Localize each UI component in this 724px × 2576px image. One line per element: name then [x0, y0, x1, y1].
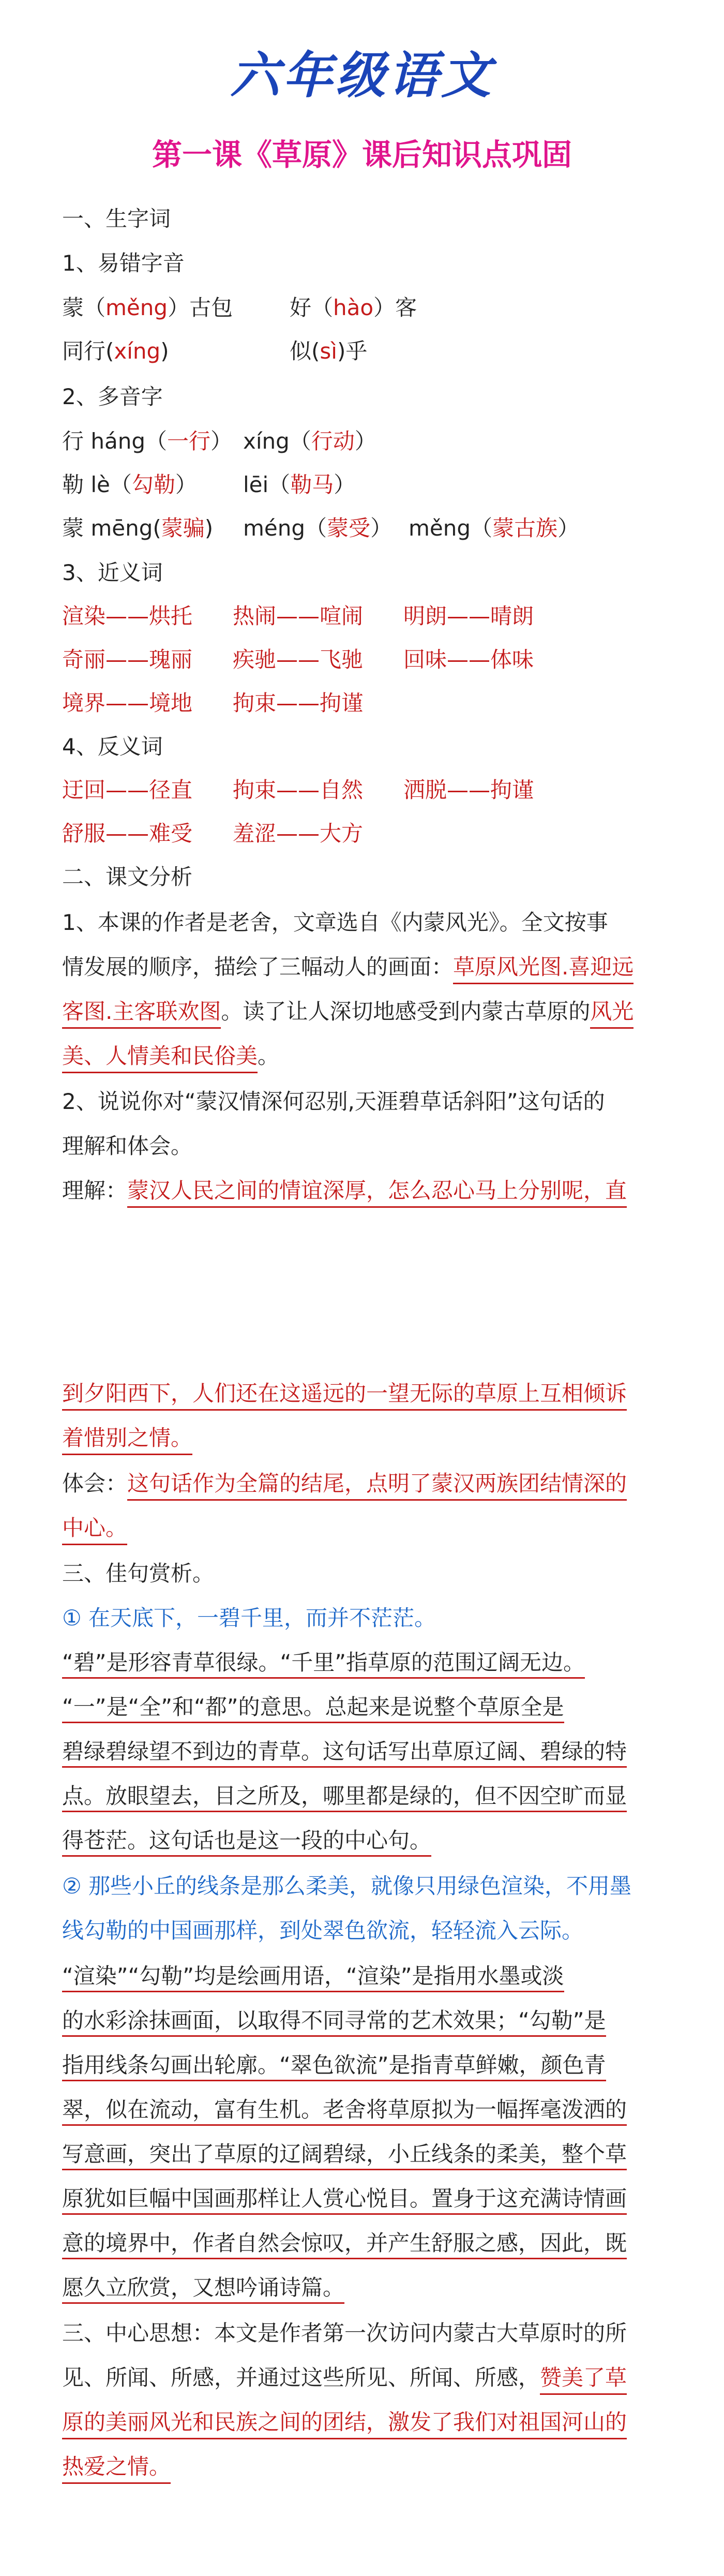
synonym-pair: 热闹——喧闹: [233, 603, 364, 629]
q2-understanding: 理解：蒙汉人民之间的情谊深厚，怎么忍心马上分别呢，直: [62, 1177, 627, 1205]
central-idea-line: 三、中心思想：本文是作者第一次访问内蒙古大草原时的所: [62, 2320, 627, 2346]
q1-line: 情发展的顺序，描绘了三幅动人的画面：草原风光图.喜迎远: [62, 953, 634, 981]
subheading-polyphone: 2、多音字: [62, 384, 163, 409]
analysis-2-line: 意的境界中，作者自然会惊叹，并产生舒服之感，因此，既: [62, 2229, 627, 2257]
analysis-2-line: 指用线条勾画出轮廓。“翠色欲流”是指青草鲜嫩，颜色青: [62, 2051, 606, 2079]
antonym-pair: 羞涩——大方: [233, 821, 364, 846]
poly-item: xíng（行动）: [243, 428, 376, 454]
analysis-1-line: 碧绿碧绿望不到边的青草。这句话写出草原辽阔、碧绿的特: [62, 1738, 627, 1766]
analysis-1-line: “碧”是形容青草很绿。“千里”指草原的范围辽阔无边。: [62, 1649, 585, 1677]
analysis-2-line: 的水彩涂抹画面，以取得不同寻常的艺术效果；“勾勒”是: [62, 2007, 606, 2035]
antonym-pair: 舒服——难受: [62, 821, 193, 846]
pron-item: 似(sì)乎: [290, 338, 368, 364]
q2-line: 2、说说你对“蒙汉情深何忍别,天涯碧草话斜阳”这句话的: [62, 1089, 605, 1114]
central-idea-line: 原的美丽风光和民族之间的团结，激发了我们对祖国河山的: [62, 2408, 627, 2436]
analysis-2-line: 原犹如巨幅中国画那样让人赏心悦目。置身于这充满诗情画: [62, 2185, 627, 2213]
section-heading-vocab: 一、生字词: [62, 206, 171, 231]
subheading-antonyms: 4、反义词: [62, 734, 163, 759]
q2-line: 到夕阳西下，人们还在这遥远的一望无际的草原上互相倾诉: [62, 1380, 627, 1408]
poly-item: 行 háng（一行）: [62, 428, 233, 454]
analysis-1-line: 得苍茫。这句话也是这一段的中心句。: [62, 1827, 431, 1855]
analysis-2-line: 翠，似在流动，富有生机。老舍将草原拟为一幅挥毫泼洒的: [62, 2096, 627, 2124]
analysis-2-line: 写意画，突出了草原的辽阔碧绿，小丘线条的柔美，整个草: [62, 2140, 627, 2168]
q1-line: 美、人情美和民俗美。: [62, 1042, 279, 1070]
quoted-sentence-2: 线勾勒的中国画那样，到处翠色欲流，轻轻流入云际。: [62, 1918, 584, 1943]
analysis-2-line: 愿久立欣赏，又想吟诵诗篇。: [62, 2274, 344, 2302]
synonym-pair: 境界——境地: [62, 690, 193, 716]
synonym-pair: 回味——体味: [403, 647, 534, 672]
quoted-sentence-1: ① 在天底下，一碧千里，而并不茫茫。: [62, 1605, 436, 1631]
q2-experience: 体会：这句话作为全篇的结尾，点明了蒙汉两族团结情深的: [62, 1470, 627, 1498]
poly-item: 勒 lè（勾勒）: [62, 472, 197, 497]
pron-item: 同行(xíng): [62, 338, 169, 364]
logo: 六年级语文: [230, 47, 494, 105]
section-heading-sentences: 三、佳句赏析。: [62, 1561, 215, 1586]
subheading-pronunciation: 1、易错字音: [62, 250, 185, 276]
synonym-pair: 明朗——晴朗: [403, 603, 534, 629]
section-heading-analysis: 二、课文分析: [62, 864, 193, 890]
pron-item: 好（hào）客: [290, 295, 417, 320]
synonym-pair: 拘束——拘谨: [233, 690, 364, 716]
q2-line: 中心。: [62, 1514, 127, 1542]
analysis-1-line: 点。放眼望去，目之所及，哪里都是绿的，但不因空旷而显: [62, 1782, 627, 1810]
poly-item: 蒙 mēng(蒙骗): [62, 515, 214, 541]
pron-item: 蒙（měng）古包: [62, 295, 233, 320]
q2-line: 理解和体会。: [62, 1133, 193, 1159]
analysis-2-line: “渲染”“勾勒”均是绘画用语，“渲染”是指用水墨或淡: [62, 1962, 564, 1990]
synonym-pair: 渲染——烘托: [62, 603, 193, 629]
poly-item: lēi（勒马）: [243, 472, 356, 497]
q1-line: 客图.主客联欢图。读了让人深切地感受到内蒙古草原的风光: [62, 998, 634, 1026]
synonym-pair: 奇丽——瑰丽: [62, 647, 193, 672]
subheading-synonyms: 3、近义词: [62, 560, 163, 585]
page-title: 第一课《草原》课后知识点巩固: [152, 137, 572, 172]
antonym-pair: 洒脱——拘谨: [403, 777, 534, 803]
q1-line: 1、本课的作者是老舍，文章选自《内蒙风光》。全文按事: [62, 910, 608, 935]
antonym-pair: 拘束——自然: [233, 777, 364, 803]
quoted-sentence-2: ② 那些小丘的线条是那么柔美，就像只用绿色渲染，不用墨: [62, 1873, 632, 1899]
poly-item: méng（蒙受）: [243, 515, 393, 541]
q2-line: 着惜别之情。: [62, 1424, 192, 1452]
central-idea-line: 见、所闻、所感，并通过这些所见、所闻、所感，赞美了草: [62, 2364, 627, 2392]
central-idea-line: 热爱之情。: [62, 2453, 171, 2481]
poly-item: měng（蒙古族）: [409, 515, 580, 541]
synonym-pair: 疾驰——飞驰: [233, 647, 364, 672]
analysis-1-line: “一”是“全”和“都”的意思。总起来是说整个草原全是: [62, 1693, 564, 1721]
antonym-pair: 迂回——径直: [62, 777, 193, 803]
